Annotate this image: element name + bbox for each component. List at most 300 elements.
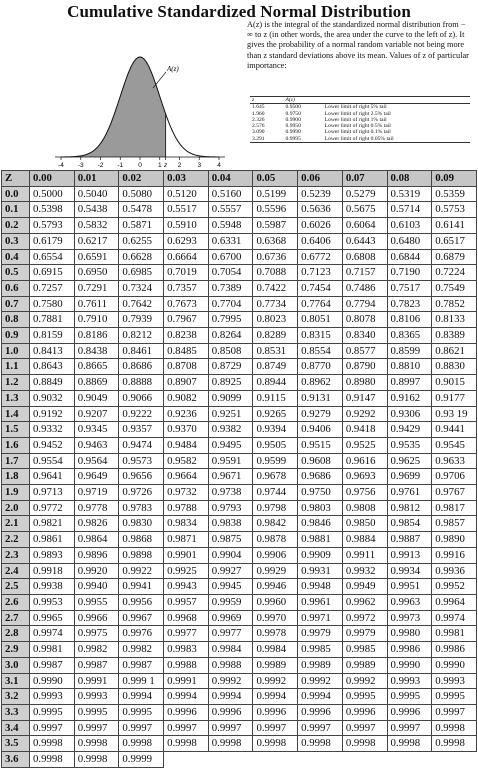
table-cell: 0.9968 (164, 610, 209, 626)
table-cell: 2.326 (252, 116, 265, 123)
table-row (2, 343, 477, 359)
row-header: 2.8 (2, 626, 30, 642)
table-cell: 0.9732 (164, 485, 209, 501)
label-pointer-line (153, 72, 166, 88)
table-cell: 0.9982 (74, 642, 119, 658)
row-header: 2.9 (2, 642, 30, 658)
table-cell: 0.9995 (30, 704, 75, 720)
table-cell: 0.6064 (342, 218, 387, 234)
table-row (2, 186, 477, 202)
table-cell: 0.6628 (119, 249, 164, 265)
table-cell: 0.9989 (298, 657, 343, 673)
table-cell: 0.9994 (164, 689, 209, 705)
table-cell: 0.9994 (253, 689, 298, 705)
table-cell: 0.7224 (432, 265, 477, 281)
table-cell: 0.8051 (298, 312, 343, 328)
table-row (2, 626, 477, 642)
table-cell: 0.9756 (342, 485, 387, 501)
table-cell: 0.9554 (30, 453, 75, 469)
table-cell: 0.9394 (253, 422, 298, 438)
table-cell: 0.9997 (208, 720, 253, 736)
table-cell: Lower limit of right 1% tail (324, 116, 387, 123)
table-cell: 0.9990 (285, 129, 301, 136)
table-cell: 0.9974 (30, 626, 75, 642)
table-cell: 0.9995 (342, 689, 387, 705)
row-header: 2.5 (2, 579, 30, 595)
table-cell: 0.7454 (298, 280, 343, 296)
table-cell: 0.9147 (342, 390, 387, 406)
table-row (2, 736, 477, 752)
table-cell: 0.7157 (342, 265, 387, 281)
table-cell: 0.9878 (253, 532, 298, 548)
table-cell: 0.9953 (30, 594, 75, 610)
table-cell: 0.6664 (164, 249, 209, 265)
table-row (2, 752, 477, 768)
tick-label: -2 (97, 162, 104, 168)
table-cell: 0.9970 (253, 610, 298, 626)
table-cell: 0.9793 (208, 500, 253, 516)
table-cell: 0.9991 (164, 673, 209, 689)
table-cell: 0.9992 (342, 673, 387, 689)
table-cell: 0.6293 (164, 233, 209, 249)
table-cell: 0.9099 (208, 390, 253, 406)
table-cell: 0.9965 (30, 610, 75, 626)
table-cell: 0.5871 (119, 218, 164, 234)
table-cell: 0.9989 (253, 657, 298, 673)
table-row (2, 720, 477, 736)
table-cell: 0.7549 (432, 280, 477, 296)
table-cell: 0.9977 (208, 626, 253, 642)
table-cell: 0.9982 (119, 642, 164, 658)
table-cell: 0.9961 (298, 594, 343, 610)
table-cell: 0.9997 (119, 720, 164, 736)
table-row (2, 296, 477, 312)
table-cell: 0.9949 (342, 579, 387, 595)
table-cell: 0.7611 (74, 296, 119, 312)
table-cell: 0.7823 (387, 296, 432, 312)
column-header: z (250, 97, 284, 104)
table-row (2, 359, 477, 375)
table-cell: 0.9997 (387, 720, 432, 736)
table-cell: 0.9693 (342, 469, 387, 485)
row-header: 1.0 (2, 343, 30, 359)
table-cell: 0.6591 (74, 249, 119, 265)
row-header: 1.6 (2, 437, 30, 453)
normal-curve-figure (55, 30, 225, 168)
table-cell: 0.9972 (342, 610, 387, 626)
table-cell: 0.5557 (208, 202, 253, 218)
table-cell: 0.9846 (298, 516, 343, 532)
table-cell: 0.5832 (74, 218, 119, 234)
table-cell: 0.5000 (30, 186, 75, 202)
table-cell: 0.7019 (164, 265, 209, 281)
table-cell: 0.9979 (298, 626, 343, 642)
table-cell: 0.5359 (432, 186, 477, 202)
table-cell: 0.9909 (298, 547, 343, 563)
table-cell: 0.8238 (164, 328, 209, 344)
table-cell: 0.9993 (387, 673, 432, 689)
table-cell: 0.9750 (298, 485, 343, 501)
row-header: 3.4 (2, 720, 30, 736)
table-cell: 0.9767 (432, 485, 477, 501)
table-cell: 0.9995 (284, 136, 323, 143)
table-cell: 0.5753 (432, 202, 477, 218)
table-cell: 2.576 (252, 123, 265, 130)
row-header: 2.4 (2, 563, 30, 579)
table-cell: 0.9998 (208, 736, 253, 752)
table-cell: 0.9633 (432, 453, 477, 469)
table-cell: 0.9996 (342, 704, 387, 720)
table-cell: 0.9418 (342, 422, 387, 438)
table-cell: 0.9960 (253, 594, 298, 610)
table-row (2, 469, 477, 485)
row-header: 3.6 (2, 752, 30, 768)
table-cell: 0.9955 (74, 594, 119, 610)
table-cell: 0.8849 (30, 375, 75, 391)
table-row (2, 437, 477, 453)
table-cell: 0.9996 (298, 704, 343, 720)
table-cell: Lower limit of right 0.5% tail (324, 123, 391, 130)
table-cell: 0.9890 (432, 532, 477, 548)
table-cell: 0.5596 (253, 202, 298, 218)
table-cell: 0.9979 (342, 626, 387, 642)
table-cell: 0.8133 (432, 312, 477, 328)
table-cell: 0.6915 (30, 265, 75, 281)
curve-label: A(z) (167, 65, 179, 73)
cumulative-normal-table (1, 170, 477, 768)
table-cell: 0.9998 (74, 752, 119, 768)
table-cell: 0.8944 (253, 375, 298, 391)
tick-label: -3 (77, 162, 84, 168)
table-cell: 0.9963 (387, 594, 432, 610)
table-cell: 0.9545 (432, 437, 477, 453)
table-cell: 0.9997 (298, 720, 343, 736)
table-cell: 0.8925 (208, 375, 253, 391)
table-cell: 0.9573 (119, 453, 164, 469)
table-cell: 0.9713 (30, 485, 75, 501)
column-header: 0.01 (74, 171, 119, 187)
table-cell: 0.9981 (30, 642, 75, 658)
table-cell: 0.9599 (253, 453, 298, 469)
tick-label: 1 (157, 162, 162, 168)
z-column-header: Z (2, 171, 30, 187)
table-row (2, 249, 477, 265)
table-cell: 0.7389 (208, 280, 253, 296)
table-cell: 0.9906 (253, 547, 298, 563)
table-cell: 0.9608 (298, 453, 343, 469)
row-header: 0.8 (2, 312, 30, 328)
page-title: Cumulative Standardized Normal Distribution (67, 2, 411, 21)
table-cell: 0.6406 (298, 233, 343, 249)
row-header: 0.3 (2, 233, 30, 249)
table-cell: 0.8413 (30, 343, 75, 359)
table-cell: 0.9925 (164, 563, 209, 579)
table-cell: 0.8554 (298, 343, 343, 359)
table-cell: 0.9382 (208, 422, 253, 438)
table-cell: 0.9945 (208, 579, 253, 595)
table-cell: 0.9738 (208, 485, 253, 501)
table-cell: 0.9452 (30, 437, 75, 453)
table-cell: 0.9678 (253, 469, 298, 485)
table-cell: 0.7939 (119, 312, 164, 328)
table-cell: 0.7704 (208, 296, 253, 312)
empty-cell (164, 752, 209, 768)
table-cell: 0.9192 (30, 406, 75, 422)
table-row (2, 500, 477, 516)
table-cell: 0.6026 (298, 218, 343, 234)
table-cell: 0.7734 (253, 296, 298, 312)
table-cell: 0.9973 (387, 610, 432, 626)
table-cell: 0.5239 (298, 186, 343, 202)
table-cell: 0.6255 (119, 233, 164, 249)
tick-label: 0 (138, 162, 142, 168)
row-header: 0.6 (2, 280, 30, 296)
table-row (2, 453, 477, 469)
table-cell: 0.6985 (119, 265, 164, 281)
table-cell: 0.9515 (298, 437, 343, 453)
table-row (2, 218, 477, 234)
table-cell: 0.6950 (74, 265, 119, 281)
row-header: 1.8 (2, 469, 30, 485)
table-cell: 0.9996 (387, 704, 432, 720)
table-cell: 0.9484 (164, 437, 209, 453)
table-cell: 0.6179 (30, 233, 75, 249)
shaded-area-under-curve (61, 57, 166, 157)
table-cell: 0.9744 (253, 485, 298, 501)
table-cell: 0.9997 (253, 720, 298, 736)
row-header: 3.1 (2, 673, 30, 689)
table-cell: Lower limit of right 5% tail (324, 104, 387, 111)
table-cell: 0.9998 (30, 752, 75, 768)
table-row (2, 202, 477, 218)
row-header: 2.0 (2, 500, 30, 516)
table-cell: 0.9850 (342, 516, 387, 532)
empty-cell (253, 752, 298, 768)
table-cell: 0.7794 (342, 296, 387, 312)
table-cell: 0.9980 (387, 626, 432, 642)
table-row (2, 485, 477, 501)
column-header: 0.07 (342, 171, 387, 187)
table-cell: 0.9996 (164, 704, 209, 720)
row-header: 0.1 (2, 202, 30, 218)
tick-label: 4 (217, 162, 221, 168)
table-cell: 0.8980 (342, 375, 387, 391)
table-cell: 0.6700 (208, 249, 253, 265)
table-cell: 0.9854 (387, 516, 432, 532)
table-cell: 0.9986 (432, 642, 477, 658)
table-cell: 0.7357 (164, 280, 209, 296)
table-cell: 0.6517 (432, 233, 477, 249)
table-cell: 0.7486 (342, 280, 387, 296)
table-cell: 0.9940 (74, 579, 119, 595)
table-cell: 0.9998 (387, 736, 432, 752)
table-cell: 0.9962 (342, 594, 387, 610)
row-header: 1.3 (2, 390, 30, 406)
table-cell: 0.9983 (164, 642, 209, 658)
table-cell: 0.9808 (342, 500, 387, 516)
table-cell: 0.7291 (74, 280, 119, 296)
axis-ticks (58, 157, 221, 168)
column-header: 0.05 (253, 171, 298, 187)
table-cell: 0.9015 (432, 375, 477, 391)
table-cell: 0.5319 (387, 186, 432, 202)
table-cell: 0.9778 (74, 500, 119, 516)
table-cell: 0.9998 (30, 736, 75, 752)
table-row (2, 328, 477, 344)
empty-cell (298, 752, 343, 768)
table-cell: 0.9994 (119, 689, 164, 705)
table-cell: 0.6736 (253, 249, 298, 265)
row-header: 3.3 (2, 704, 30, 720)
table-cell: 0.5478 (119, 202, 164, 218)
table-cell: 0.9989 (342, 657, 387, 673)
table-row (250, 104, 470, 111)
table-cell: 0.9990 (387, 657, 432, 673)
table-row (2, 610, 477, 626)
table-cell: 0.9932 (342, 563, 387, 579)
table-row (2, 689, 477, 705)
table-cell: 0.9975 (74, 626, 119, 642)
table-cell: 0.9981 (432, 626, 477, 642)
table-cell: 0.9911 (342, 547, 387, 563)
table-cell: 0.7517 (387, 280, 432, 296)
table-cell: 0.7422 (253, 280, 298, 296)
table-cell: 0.9817 (432, 500, 477, 516)
row-header: 0.5 (2, 265, 30, 281)
table-cell: 0.9999 (119, 752, 164, 768)
table-cell: 0.8621 (432, 343, 477, 359)
table-row (2, 673, 477, 689)
table-cell: 0.9066 (119, 390, 164, 406)
table-cell: 0.9977 (164, 626, 209, 642)
table-cell: 0.9474 (119, 437, 164, 453)
table-cell: 0.8749 (253, 359, 298, 375)
table-cell: 0.5279 (342, 186, 387, 202)
table-cell: 0.9803 (298, 500, 343, 516)
table-cell: 0.9952 (432, 579, 477, 595)
table-cell: 0.8888 (119, 375, 164, 391)
table-cell: 0.9871 (164, 532, 209, 548)
table-cell: 0.9868 (119, 532, 164, 548)
table-row (2, 406, 477, 422)
table-cell: 0.6368 (253, 233, 298, 249)
table-cell: 0.9997 (432, 704, 477, 720)
table-cell: 0.7764 (298, 296, 343, 312)
table-cell: 0.6443 (342, 233, 387, 249)
row-header: 1.2 (2, 375, 30, 391)
empty-cell (432, 752, 477, 768)
table-cell: 0.5517 (164, 202, 209, 218)
table-cell: 1.960 (252, 110, 265, 117)
table-cell: 0.9938 (30, 579, 75, 595)
table-cell: 0.7642 (119, 296, 164, 312)
table-cell: 0.9535 (387, 437, 432, 453)
table-cell: 0.8770 (298, 359, 343, 375)
table-cell: 0.9996 (253, 704, 298, 720)
table-cell: 0.9998 (74, 736, 119, 752)
table-cell: 0.6480 (387, 233, 432, 249)
table-cell: 0.5080 (119, 186, 164, 202)
table-cell: 0.9131 (298, 390, 343, 406)
table-cell: 0.8023 (253, 312, 298, 328)
table-cell: 0.9991 (74, 673, 119, 689)
table-cell: Lower limit of right 0.05% tail (323, 136, 470, 143)
table-cell: 0.9265 (253, 406, 298, 422)
table-cell: 0.9656 (119, 469, 164, 485)
table-cell: 0.9162 (387, 390, 432, 406)
table-cell: 0.9463 (74, 437, 119, 453)
table-cell: 0.9686 (298, 469, 343, 485)
row-header: 3.5 (2, 736, 30, 752)
row-header: 2.3 (2, 547, 30, 563)
row-header: 1.1 (2, 359, 30, 375)
table-cell: 0.9842 (253, 516, 298, 532)
column-header: 0.06 (298, 171, 343, 187)
table-cell: 0.9918 (30, 563, 75, 579)
table-cell: 0.9904 (208, 547, 253, 563)
table-cell: 0.9957 (164, 594, 209, 610)
row-header: 1.5 (2, 422, 30, 438)
table-row (2, 642, 477, 658)
tick-label: -1 (117, 162, 124, 168)
table-row (2, 390, 477, 406)
row-header: 0.9 (2, 328, 30, 344)
table-cell: 0.9998 (164, 736, 209, 752)
table-cell: 0.9641 (30, 469, 75, 485)
table-cell: 0.8997 (387, 375, 432, 391)
table-cell: 0.9857 (432, 516, 477, 532)
table-cell: 0.8485 (164, 343, 209, 359)
table-cell: 0.9177 (432, 390, 477, 406)
column-header: 0.08 (387, 171, 432, 187)
table-cell: 0.9750 (285, 110, 301, 117)
table-cell: 0.9998 (253, 736, 298, 752)
table-cell: 0.9896 (74, 547, 119, 563)
table-cell: 0.9719 (74, 485, 119, 501)
table-cell: 0.9992 (298, 673, 343, 689)
table-cell: 0.9998 (432, 720, 477, 736)
empty-cell (387, 752, 432, 768)
table-cell: 0.9500 (285, 104, 301, 111)
table-cell: 0.9664 (164, 469, 209, 485)
table-cell: 0.9990 (432, 657, 477, 673)
row-header: 0.2 (2, 218, 30, 234)
table-cell: 0.9984 (208, 642, 253, 658)
table-cell: 0.7257 (30, 280, 75, 296)
table-cell: 0.9997 (342, 720, 387, 736)
column-header: 0.00 (30, 171, 75, 187)
table-cell: 0.9049 (74, 390, 119, 406)
row-header: 2.2 (2, 532, 30, 548)
table-cell: 0.8643 (30, 359, 75, 375)
table-cell: 0.9864 (74, 532, 119, 548)
description-text: A(z) is the integral of the standardized normal distribution from − ∞ to z (in other words, the area under the curve to the left of z). It gives the probability of a normal random variable not being more than z standard deviations above its mean. Values of z of particular importance: (247, 20, 469, 70)
row-header: 0.0 (2, 186, 30, 202)
table-cell: 0.9929 (253, 563, 298, 579)
table-cell: 0.5160 (208, 186, 253, 202)
table-cell: 0.9988 (164, 657, 209, 673)
table-cell: 0.8315 (298, 328, 343, 344)
table-cell: 0.9032 (30, 390, 75, 406)
table-cell: 0.8212 (119, 328, 164, 344)
table-cell: 0.93 19 (432, 406, 477, 422)
table-cell: 0.9959 (208, 594, 253, 610)
column-header: A(z) (284, 97, 323, 104)
table-cell: 0.9821 (30, 516, 75, 532)
row-header: 2.1 (2, 516, 30, 532)
table-cell: 0.9996 (208, 704, 253, 720)
table-cell: 0.5040 (74, 186, 119, 202)
